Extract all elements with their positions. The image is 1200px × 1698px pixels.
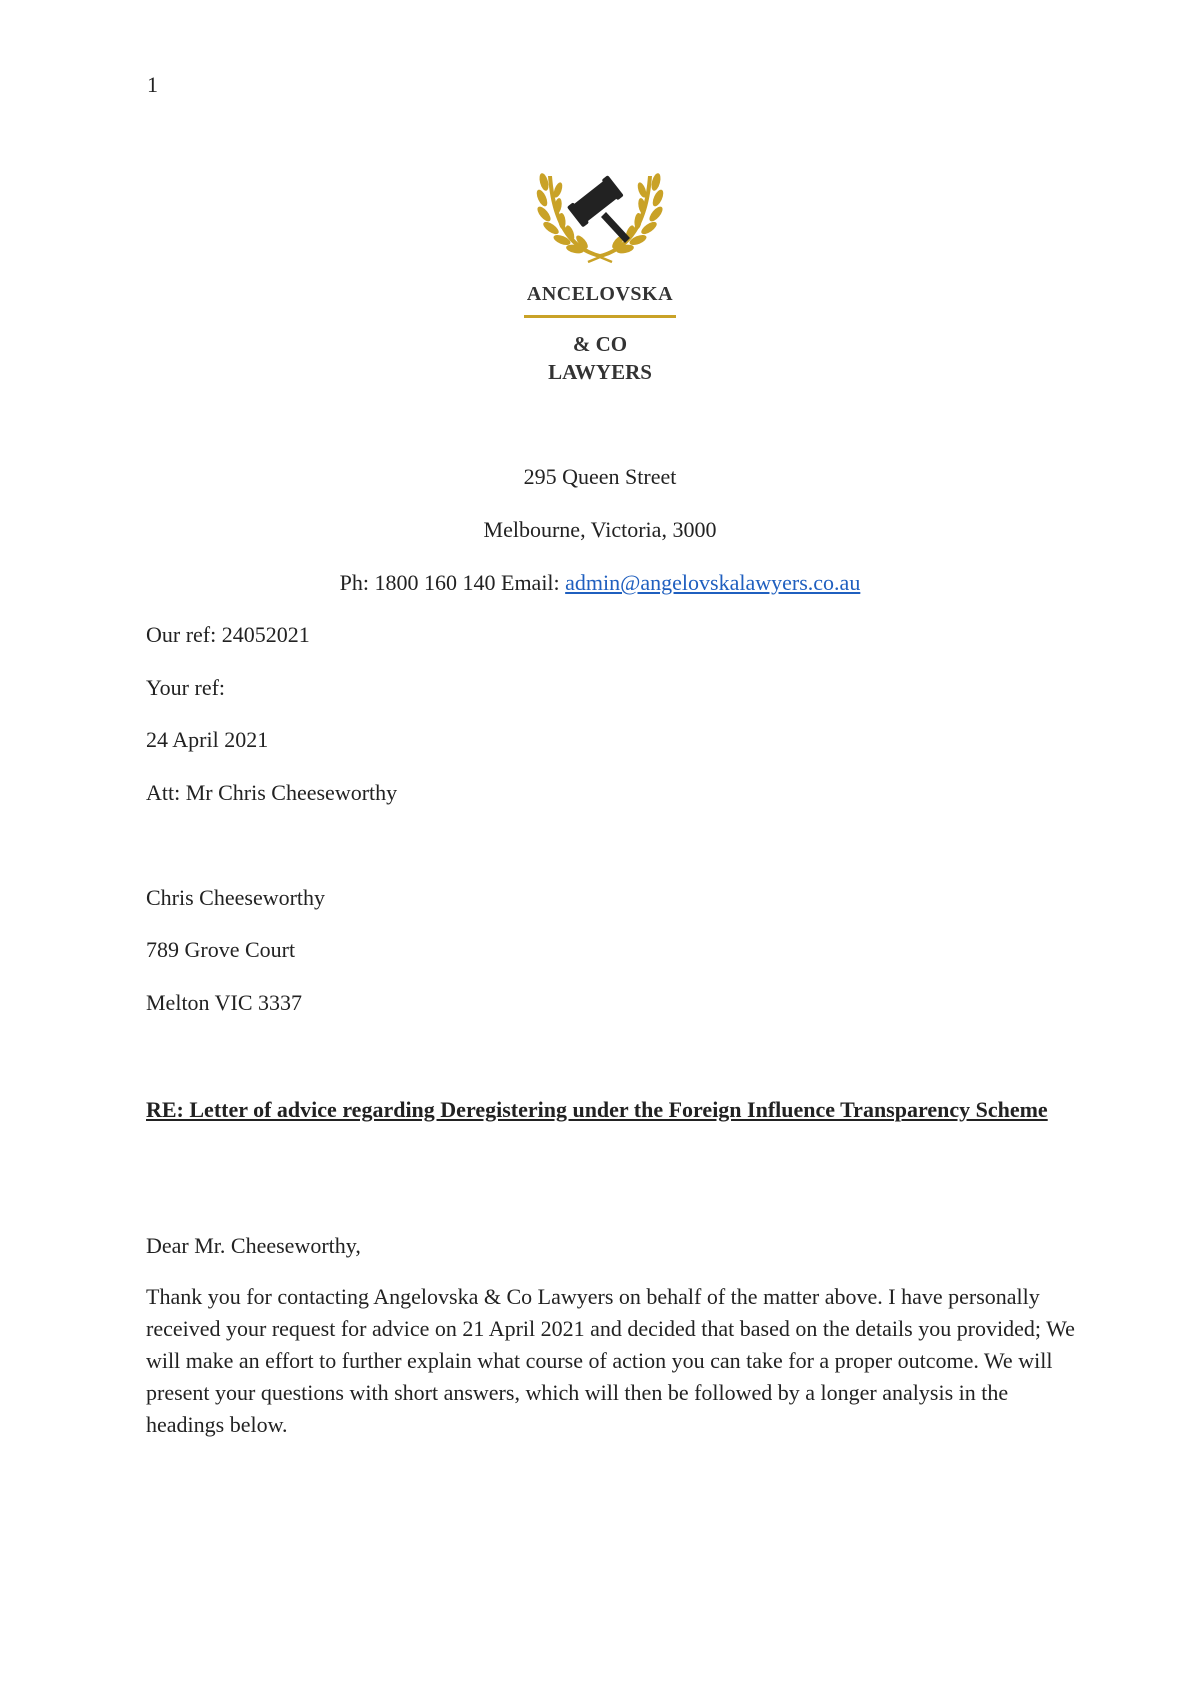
your-ref: Your ref: [146,675,226,700]
recipient-city: Melton VIC 3337 [146,990,303,1015]
firm-contact [0,570,1200,596]
body-paragraph: Thank you for contacting Angelovska & Co Lawyers on behalf of the matter above. I have personally received your request for advice on 21 April 2021 and decided that based on the details you provided; We will make an effort to further explain what course of action you can take for a proper outcome. We will present your questions with short answers, which will then be followed by a longer analysis in the headings below. [146,1284,1075,1437]
attention-line: Att: Mr Chris Cheeseworthy [146,780,398,805]
firm-street: 295 Queen Street [523,464,677,489]
gavel [567,175,630,243]
recipient-name: Chris Cheeseworthy [146,885,326,910]
logo-name-line1: ANCELOVSKA [526,283,674,305]
subject-heading: RE: Letter of advice regarding Deregistering under the Foreign Influence Transparency Scheme [146,1097,1048,1122]
gavel-laurel-icon [530,168,670,264]
page-number: 1 [147,72,158,97]
our-ref: Our ref: 24052021 [146,622,310,647]
salutation: Dear Mr. Cheeseworthy, [146,1233,361,1258]
firm-city: Melbourne, Victoria, 3000 [483,517,717,542]
contact-prefix: Ph: 1800 160 140 Email: [339,570,566,595]
firm-logo [510,168,690,386]
logo-name-line2: & CO [572,332,628,356]
logo-name-line3: LAWYERS [548,360,652,384]
email-link[interactable]: admin@angelovskalawyers.co.au [565,570,861,595]
letter-date: 24 April 2021 [146,727,269,752]
logo-divider [524,315,676,318]
recipient-street: 789 Grove Court [146,937,296,962]
